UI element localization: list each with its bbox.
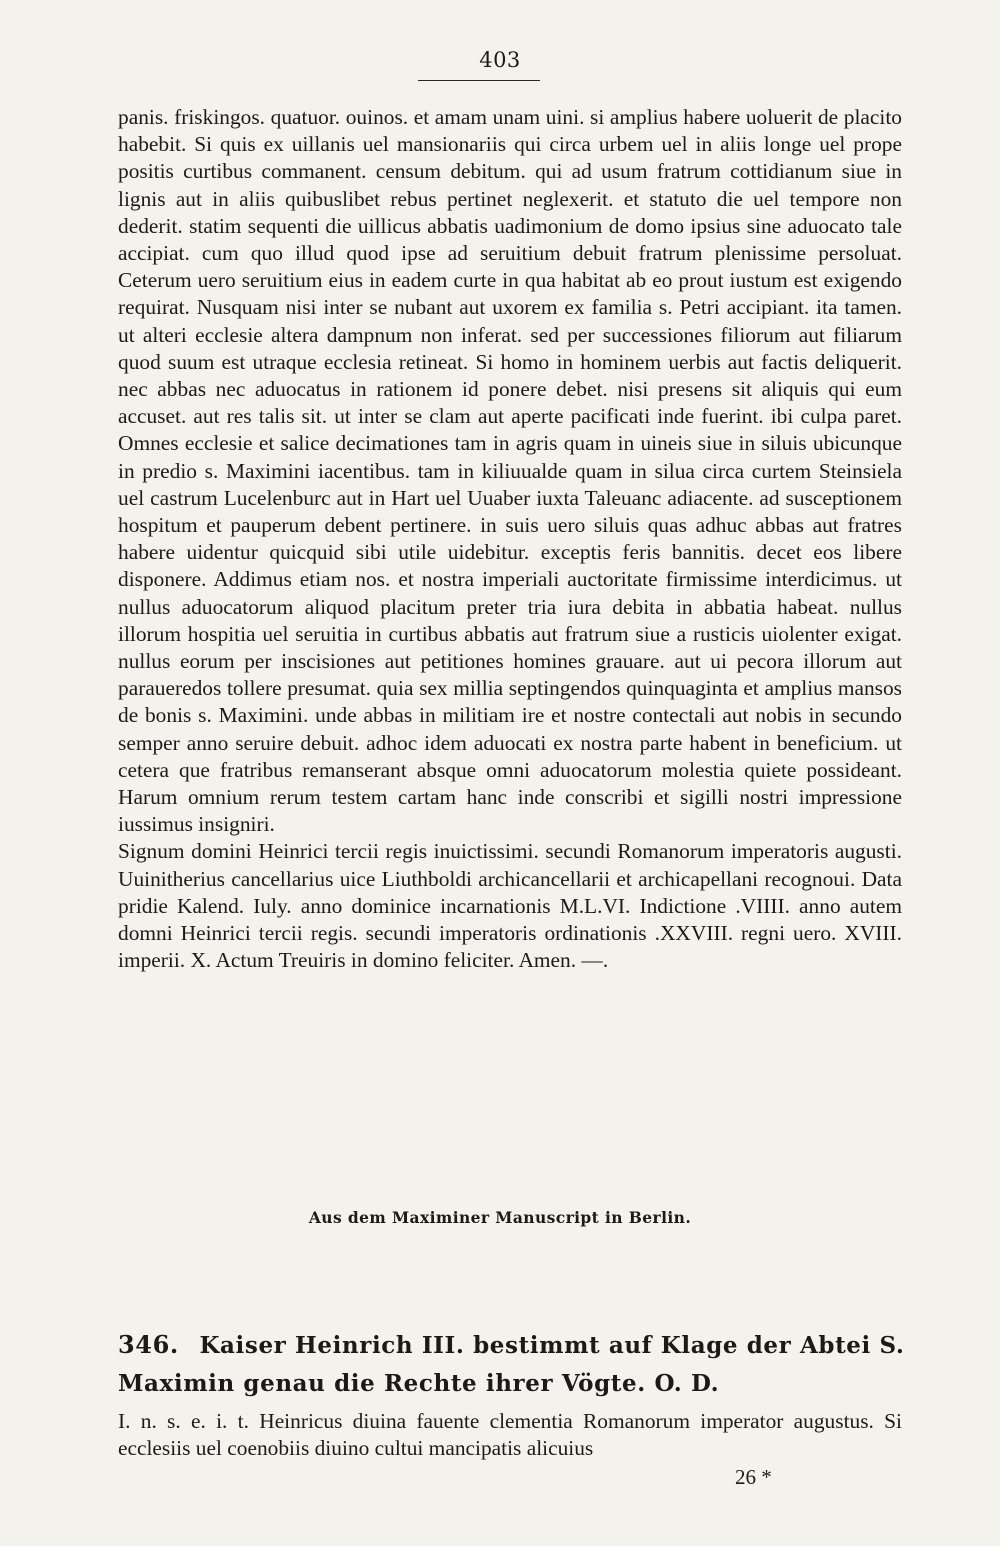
document-heading	[118, 1326, 908, 1403]
signum-paragraph: Signum domini Heinrici tercii regis inuictissimi. secundi Romanorum imperatoris augusti. Uuinitherius cancellarius uice Liuthboldi archicancellarii et archicapellani recognoui. Data pridie Kalend. Iuly. anno dominice incarnationis M.L.VI. Indictione .VIIII. anno autem domni Heinrici tercii regis. secundi imperatoris ordinationis .XXVIII. regni uero. XVIII. imperii. X. Actum Treuiris in domino feliciter. Amen. —.	[118, 839, 902, 973]
page-number: 403	[479, 48, 521, 72]
document-number: 346.	[118, 1330, 179, 1359]
source-note: Aus dem Maximiner Manuscript in Berlin.	[308, 1208, 692, 1227]
signature-mark: 26 *	[735, 1465, 772, 1489]
body-paragraph: panis. friskingos. quatuor. ouinos. et amam unam uini. si amplius habere uoluerit de placito habebit. Si quis ex uillanis uel mansionariis qui circa urbem uel in aliis longe uel prope positis curtibus commanent. censum debitum. qui ad usum fratrum cottidianum siue in lignis aut in aliis quibuslibet rebus pertinet neglexerit. et statuto die uel tempore non dederit. statim sequenti die uillicus abbatis uadimonium de domo ipsius sine aduocato tale accipiat. cum quo illud quod ipse ad seruitium debuit fratrum plenissime persoluat. Ceterum uero seruitium eius in eadem curte in qua habitat ab eo prout iustum est exigendo requirat. Nusquam nisi inter se nubant aut uxorem ex familia s. Petri accipiant. ita tamen. ut alteri ecclesie altera dampnum non inferat. sed per successiones filiorum aut filiarum quod suum est utraque ecclesia retineat. Si homo in hominem uerbis aut factis deliquerit. nec abbas nec aduocatus in rationem id ponere debet. nisi presens sit aliquis qui eum accuset. aut res talis sit. ut inter se clam aut aperte pacificati inde fuerint. ibi culpa paret. Omnes ecclesie et salice decimationes tam in agris quam in uineis siue in siluis ubicunque in predio s. Maximini iacentibus. tam in kiliuualde quam in silua circa curtem Steinsiela uel castrum Lucelenburc aut in Hart uel Uuaber iuxta Taleuanc adiacente. ad susceptionem hospitum et pauperum debent pertinere. in suis uero siluis quas adhuc abbas aut fratres habere uidentur quicquid sibi utile uidebitur. exceptis feris bannitis. decet eos libere disponere. Addimus etiam nos. et nostra imperiali auctoritate firmissime interdicimus. ut nullus aduocatorum aliquod placitum preter tria iura debita in abbatia habeat. nullus illorum hospitia uel seruitia in curtibus abbatis aut fratrum siue a rusticis uiolenter exigat. nullus eorum per inscisiones aut petitiones homines grauare. aut ui pecora illorum aut paraueredos tollere presumat. quia sex millia septingendos quinquaginta et amplius mansos de bonis s. Maximini. unde abbas in militiam ire et nostre contectali aut nobis in secundo semper anno seruire debuit. adhoc idem aduocati ex nostra parte habent in beneficium. ut cetera que fratribus remanserant absque omni aduocatorum molestia quiete possideant. Harum omnium rerum testem cartam hanc inde conscribi et sigilli nostri impressione iussimus insigniri.	[118, 105, 902, 837]
main-text-block	[118, 104, 902, 975]
document-start-text: I. n. s. e. i. t. Heinricus diuina fauente clementia Romanorum imperator augustus. Si ecclesiis uel coenobiis diuino cultui mancipatis alicuius	[118, 1409, 902, 1461]
document-title: Kaiser Heinrich III. bestimmt auf Klage der Abtei S. Maximin genau die Rechte ihrer Vögte. O. D.	[118, 1332, 905, 1397]
page-number-rule	[418, 80, 540, 81]
